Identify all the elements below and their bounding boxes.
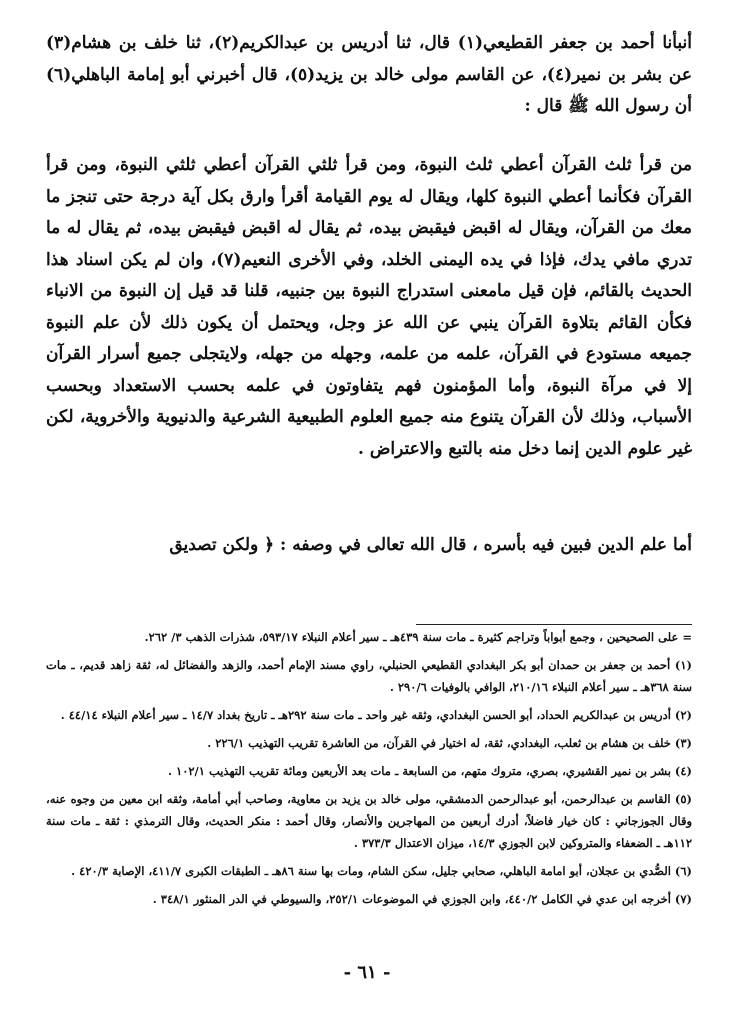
body-paragraph-isnad: أنبأنا أحمد بن جعفر القطيعي(١) قال، ثنا أدريس بن عبدالكريم(٢)، ثنا خلف بن هشام(٣) عن بشر بن نمير(٤)، عن القاسم مولى خالد بن يزيد(٥)، قال أخبرني أبو إمامة الباهلي(٦) أن رسول الله ﷺ قال : — [46, 33, 693, 116]
footnote-1: (١) أحمد بن جعفر بن حمدان أبو بكر البغدادي القطيعي الحنبلي، راوي مسند الإمام أحمد، والزهد والفضائل له، ثقة زاهد قديم، ـ مات سنة ٣٦٨هـ ـ سير أعلام النبلاء ٢١٠/١٦، الوافي بالوفيات ٢٩٠/٦ . — [46, 658, 692, 694]
footnote-5: (٥) القاسم بن عبدالرحمن، أبو عبدالرحمن الدمشقي، مولى خالد بن يزيد بن معاوية، وصاحب أبي أمامة، وثقه ابن معين من وجوه عنه، وقال الجوزجاني : كان خيار فاضلاً، أدرك أربعين من المهاجرين والأنصار، وقال أحمد : منكر الحديث، وقال الترمذي : ثقة ـ مات سنة ١١٢هـ ـ الضعفاء والمتروكين لابن الجوزي ١٤/٣، ميزان الاعتدال ٣٧٣/٣ . — [46, 792, 692, 850]
footnote-continued: = على الصحيحين ، وجمع أبواباً وتراجم كثيرة ـ مات سنة ٤٣٩هـ ـ سير أعلام النبلاء ٥٩٣/١٧، شذرات الذهب ٣/ ٢٦٢. — [144, 630, 692, 644]
body-paragraph-continuation: أما علم الدين فبين فيه بأسره ، قال الله تعالى في وصفه : ﴿ ولكن تصديق — [169, 535, 692, 555]
body-paragraph-hadith: من قرأ ثلث القرآن أعطي ثلث النبوة، ومن قرأ ثلثي القرآن أعطي ثلثي النبوة، ومن قرأ القرآن فكأنما أعطي النبوة كلها، ويقال له يوم القيامة أقرأ وارق بكل آية درجة حتى تنجز ما معك من القرآن، ويقال له اقبض فيقبض بيده، ثم يقال له اقبض فيقبض بيده، ثم يقال له ما تدري مافي يدك، فإذا في يده اليمنى الخلد، وفي الأخرى النعيم(٧)، وان لم يكن اسناد هذا الحديث بالقائم، فإن قيل مامعنى استدراج النبوة بين جنبيه، قلنا قد قيل إن النبوة من الانباء فكأن القائم بتلاوة القرآن ينبي عن الله عز وجل، ويحتمل أن يكون ذلك لأن علم النبوة جميعه مستودع في القرآن، علمه من علمه، وجهله من جهله، ولايتجلى جميع أسرار القرآن إلا في مرآة النبوة، وأما المؤمنون فهم يتفاوتون في علمه بحسب الاستعداد وبحسب الأسباب، وذلك لأن القرآن يتنوع منه جميع العلوم الطبيعية الشرعية والدنيوية والأخروية، لكن غير علوم الدين إنما دخل منه بالتبع والاعتراض . — [46, 155, 692, 459]
footnote-7: (٧) أخرجه ابن عدي في الكامل ٤٤٠/٢، وابن الجوزي في الموضوعات ٢٥٢/١، والسيوطي في الدر المنثور ٣٤٨/١ . — [152, 892, 692, 906]
footnote-6: (٦) الصُّدي بن عجلان، أبو امامة الباهلي، صحابي جليل، سكن الشام، ومات بها سنة ٨٦هـ ـ الطبقات الكبرى ٤١١/٧، الإصابة ٤٢٠/٣ . — [71, 864, 692, 878]
footnote-2: (٢) أدريس بن عبدالكريم الحداد، أبو الحسن البغدادي، وثقه غير واحد ـ مات سنة ٢٩٢هـ ـ تاريخ بغداد ١٤/٧ ـ سير أعلام النبلاء ٤٤/١٤ . — [60, 708, 692, 722]
footnote-separator — [416, 624, 692, 625]
footnotes — [46, 626, 692, 916]
footnote-3: (٣) خلف بن هشام بن ثعلب، البغدادي، ثقة، له اختيار في القرآن، من العاشرة تقريب التهذيب ٢٢٦/١ . — [207, 736, 692, 750]
footnote-4: (٤) بشر بن نمير القشيري، بصري، متروك متهم، من السابعة ـ مات بعد الأربعين ومائة تقريب التهذيب ١٠٢/١ . — [168, 764, 692, 778]
page-number: - ٦١ - — [343, 962, 391, 983]
